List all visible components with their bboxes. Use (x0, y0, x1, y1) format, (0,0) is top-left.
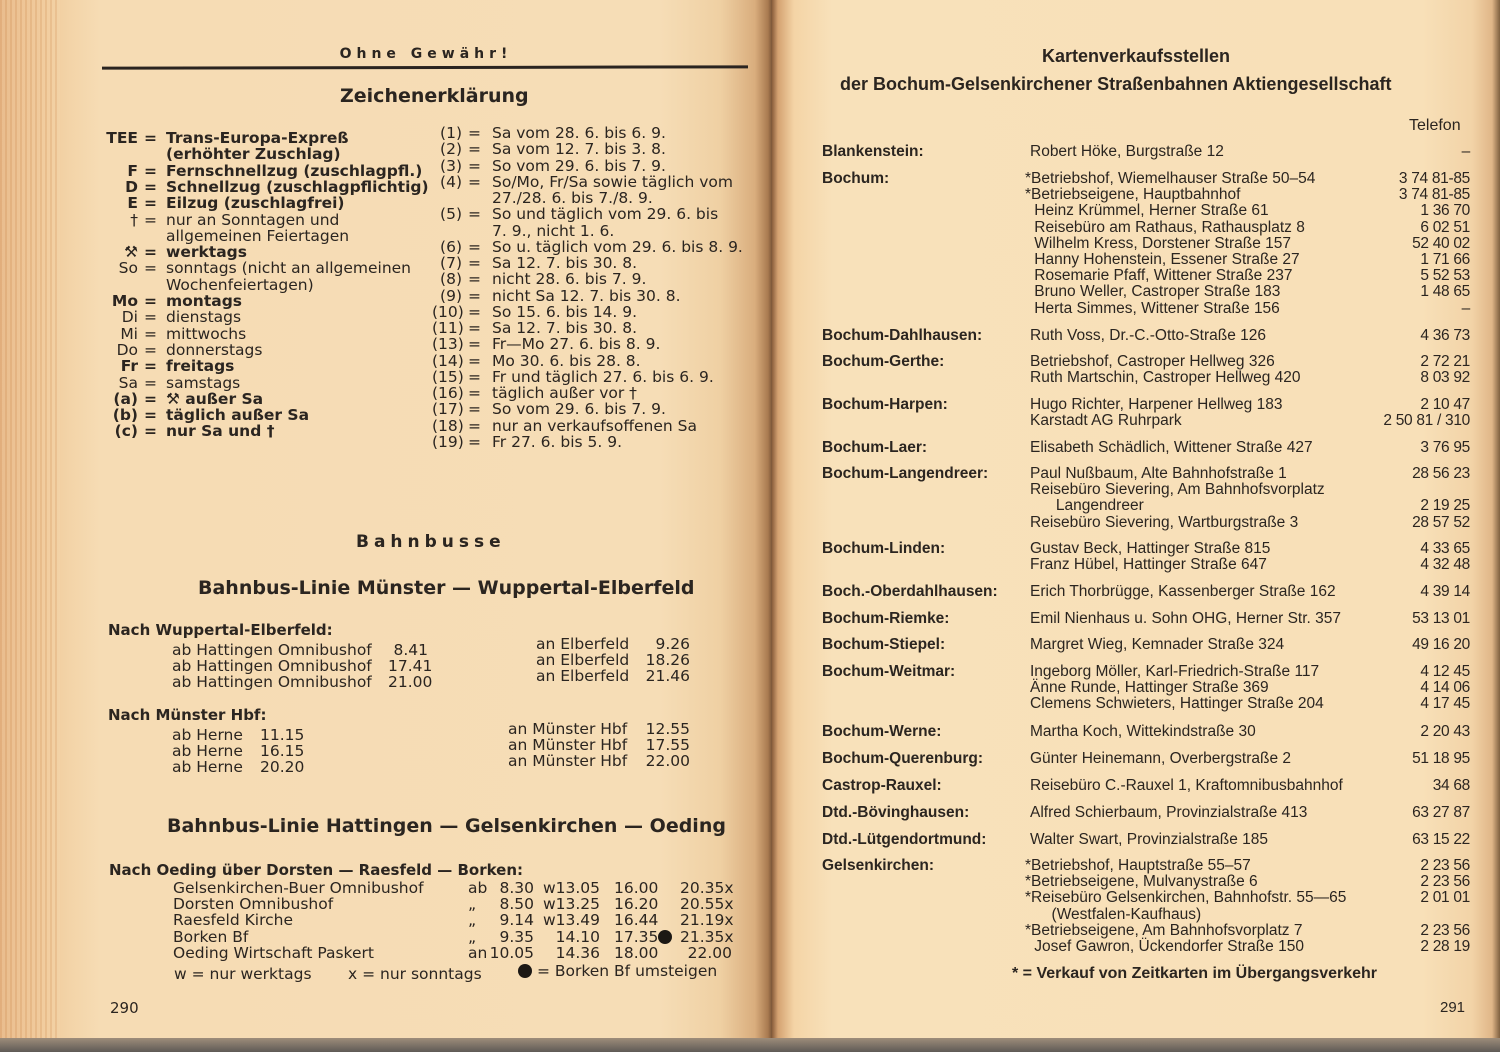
stop-name: Raesfeld Kirche (173, 911, 293, 930)
page-number-left: 290 (110, 999, 139, 1017)
legend-equals: = (144, 292, 157, 310)
departure-time: 16.15 (260, 742, 305, 760)
phone-number: 34 68 (1432, 777, 1470, 794)
phone-number: 1 36 70 (1420, 202, 1470, 220)
sales-point-entry: *Reisebüro Gelsenkirchen, Bahnhofstr. 55—65 (1025, 889, 1347, 907)
time-col-2: w13.05 (542, 879, 600, 897)
departure-stop: ab Hattingen Omnibushof (172, 657, 372, 675)
sales-point-entry: Karstadt AG Ruhrpark (1030, 412, 1182, 430)
page-edges (0, 0, 60, 1040)
departure-stop: ab Herne (172, 758, 243, 776)
time-col-1: 10.05 (489, 943, 534, 962)
place-name: Bochum-Querenburg: (822, 750, 984, 767)
phone-number: 63 15 22 (1412, 831, 1470, 848)
sales-point-entry: (Westfalen-Kaufhaus) (1030, 905, 1202, 923)
sales-point-entry: Reisebüro Sievering, Wartburgstraße 3 (1030, 513, 1299, 531)
line2-heading: Nach Oeding über Dorsten — Raesfeld — Borken: (109, 861, 524, 879)
footnote: * = Verkauf von Zeitkarten im Übergangsverkehr (1012, 965, 1378, 982)
legend-value: So und täglich vom 29. 6. bis (492, 205, 719, 224)
legend-key: Sa (118, 373, 138, 392)
legend-equals: = (468, 286, 481, 305)
legend-key: TEE (106, 129, 138, 147)
legend-equals: = (468, 205, 481, 224)
time-col-4: 20.55x (680, 895, 734, 914)
legend-value: sonntags (nicht an allgemeinen (166, 259, 412, 278)
legend-key: So (118, 259, 138, 278)
place-name: Gelsenkirchen: (822, 857, 934, 874)
legend-key: ⚒ (124, 243, 138, 262)
legend-key: (15) (432, 367, 464, 386)
time-col-1: 9.35 (499, 927, 534, 946)
stop-mark: „ (468, 911, 477, 930)
arrival-stop: an Elberfeld (536, 635, 630, 653)
sales-point-entry: Robert Höke, Burgstraße 12 (1030, 143, 1224, 160)
legend-key: (2) (440, 140, 462, 159)
legend-equals: = (144, 259, 157, 278)
legend-value: täglich außer vor † (492, 384, 637, 402)
legend-value: So u. täglich vom 29. 6. bis 8. 9. (492, 237, 743, 256)
legend-key: (a) (113, 389, 138, 408)
legend-equals: = (144, 210, 157, 229)
place-name: Bochum: (822, 170, 890, 187)
legend-value: nur an Sonntagen und (166, 210, 340, 229)
transfer-dot-icon (518, 964, 532, 978)
departure-time: 11.15 (260, 726, 305, 744)
place-name: Bochum-Dahlhausen: (822, 327, 983, 344)
legend-key: (4) (440, 172, 462, 191)
phone-number: 4 33 65 (1420, 540, 1470, 557)
time-col-3: 16.20 (614, 895, 659, 914)
sales-point-entry: Reisebüro Sievering, Am Bahnhofsvorplatz (1030, 481, 1325, 499)
legend-value: Wochenfeiertagen) (166, 275, 314, 294)
page-header: Ohne Gewähr! (339, 46, 513, 62)
legend-right (432, 125, 762, 455)
schedule-heading: Nach Wuppertal-Elberfeld: (108, 621, 333, 639)
phone-number: 2 23 56 (1420, 873, 1470, 891)
kv-subtitle: der Bochum-Gelsenkirchener Straßenbahnen Aktiengesellschaft (840, 74, 1392, 94)
sales-point-entry: Gustav Beck, Hattinger Straße 815 (1030, 540, 1271, 557)
legend-equals: = (468, 270, 481, 289)
legend-equals: = (144, 340, 157, 359)
legend-key: (11) (432, 319, 464, 337)
arrival-stop: an Münster Hbf (508, 720, 628, 738)
book-shadow (0, 1038, 1500, 1052)
stop-mark: an (468, 943, 488, 962)
departure-time: 8.41 (393, 641, 428, 659)
phone-number: 3 76 95 (1420, 439, 1470, 456)
place-name: Bochum-Harpen: (822, 396, 948, 413)
note-dot-text: = Borken Bf umsteigen (536, 962, 718, 980)
sales-point-entry: Ingeborg Möller, Karl-Friedrich-Straße 117 (1030, 663, 1320, 680)
legend-key: (b) (112, 406, 138, 425)
schedule-heading: Nach Münster Hbf: (108, 706, 267, 724)
legend-key: (19) (432, 432, 464, 451)
note-dot (518, 963, 717, 979)
phone-number: 63 27 87 (1412, 804, 1470, 821)
sales-point-entry: Wilhelm Kress, Dorstener Straße 157 (1030, 234, 1292, 252)
legend-key: (14) (432, 351, 464, 370)
legend-value: dienstags (166, 308, 242, 327)
arrival-time: 22.00 (645, 752, 690, 770)
stop-name: Borken Bf (173, 927, 249, 946)
phone-number: 1 71 66 (1420, 251, 1470, 268)
time-col-3: 16.44 (614, 911, 659, 930)
legend-value: 7. 9., nicht 1. 6. (492, 221, 615, 240)
sales-point-entry: Clemens Schwieters, Hattinger Straße 204 (1030, 695, 1324, 713)
note-w: w = nur werktags (174, 965, 312, 983)
line2-title: Bahnbus-Linie Hattingen — Gelsenkirchen — Oeding (167, 815, 726, 837)
sales-point-entry: Paul Nußbaum, Alte Bahnhofstraße 1 (1030, 465, 1287, 482)
legend-key: Mi (120, 324, 138, 343)
legend-key: (13) (432, 335, 464, 354)
legend-equals: = (468, 432, 481, 451)
sales-point-entry: Hugo Richter, Harpener Hellweg 183 (1030, 396, 1283, 413)
legend-key: E (127, 194, 138, 213)
sales-point-entry: *Betriebseigene, Mulvanystraße 6 (1025, 873, 1258, 891)
legend-key: Fr (120, 357, 138, 376)
time-col-1: 8.30 (499, 879, 534, 897)
legend-equals: = (468, 156, 481, 175)
departure-stop: ab Hattingen Omnibushof (172, 641, 372, 659)
legend-value: ⚒ außer Sa (166, 389, 264, 408)
legend-key: (7) (440, 254, 462, 272)
arrival-stop: an Elberfeld (536, 667, 630, 685)
arrival-stop: an Münster Hbf (508, 736, 628, 754)
legend-key: † (130, 210, 138, 229)
sales-point-entry: Elisabeth Schädlich, Wittener Straße 427 (1030, 439, 1313, 456)
phone-number: 2 23 56 (1420, 921, 1470, 939)
legend-value: Sa vom 28. 6. bis 6. 9. (492, 124, 666, 142)
phone-number: 2 28 19 (1420, 938, 1470, 955)
legend-key: D (125, 177, 138, 196)
departure-stop: ab Herne (172, 742, 243, 760)
phone-number: 4 32 48 (1420, 556, 1470, 574)
place-name: Bochum-Langendreer: (822, 465, 989, 482)
legend-key: (3) (440, 156, 462, 175)
phone-number: 52 40 02 (1412, 234, 1470, 252)
sales-point-entry: Langendreer (1030, 497, 1144, 515)
legend-key: (1) (440, 124, 462, 142)
legend-key: (17) (432, 400, 464, 419)
sales-point-entry: Bruno Weller, Castroper Straße 183 (1030, 283, 1281, 301)
place-name: Bochum-Gerthe: (822, 353, 945, 370)
note-x: x = nur sonntags (348, 965, 482, 983)
sales-point-entry: Margret Wieg, Kemnader Straße 324 (1030, 636, 1285, 653)
legend-value: allgemeinen Feiertagen (166, 226, 350, 245)
legend-value: werktags (166, 243, 247, 262)
phone-number: 2 01 01 (1420, 889, 1470, 907)
legend-value: nicht 28. 6. bis 7. 9. (492, 270, 647, 289)
legend-equals: = (144, 177, 157, 196)
legend-equals: = (468, 302, 481, 321)
phone-number: 3 74 81-85 (1398, 170, 1470, 187)
legend-value: Fr und täglich 27. 6. bis 6. 9. (492, 367, 714, 386)
time-col-4: 21.19x (680, 911, 734, 930)
phone-number: 2 50 81 / 310 (1383, 412, 1470, 430)
legend-key: Do (116, 340, 138, 359)
place-name: Bochum-Weitmar: (822, 663, 956, 680)
arrival-time: 18.26 (645, 651, 690, 669)
legend-key: (8) (440, 270, 462, 289)
transfer-dot-icon (658, 930, 672, 944)
sales-point-entry: *Betriebseigene, Am Bahnhofsvorplatz 7 (1025, 921, 1303, 939)
phone-number: 1 48 65 (1420, 283, 1470, 301)
legend-value: Fr 27. 6. bis 5. 9. (492, 432, 623, 451)
time-col-4: 21.35x (680, 927, 734, 946)
arrival-time: 12.55 (645, 720, 690, 738)
arrival-stop: an Münster Hbf (508, 752, 628, 770)
phone-number: 8 03 92 (1420, 369, 1470, 387)
legend-equals: = (144, 373, 157, 392)
legend-key: (10) (432, 302, 464, 321)
phone-number: 2 19 25 (1420, 497, 1470, 515)
departure-stop: ab Herne (172, 726, 243, 744)
phone-number: 49 16 20 (1412, 636, 1470, 653)
sales-point-entry: Günter Heinemann, Overbergstraße 2 (1030, 750, 1292, 767)
stop-mark: „ (468, 927, 477, 946)
legend-value: nur an verkaufsoffenen Sa (492, 416, 697, 435)
legend-value: Sa vom 12. 7. bis 3. 8. (492, 140, 666, 159)
legend-value: Schnellzug (zuschlagpflichtig) (166, 177, 429, 196)
time-col-1: 8.50 (499, 895, 534, 914)
legend-equals: = (468, 416, 481, 435)
legend-value: So vom 29. 6. bis 7. 9. (492, 156, 666, 175)
phone-number: 4 39 14 (1420, 583, 1470, 600)
legend-equals: = (468, 237, 481, 256)
legend-equals: = (144, 357, 157, 376)
phone-number: 5 52 53 (1420, 267, 1470, 285)
kv-title: Kartenverkaufsstellen (1041, 46, 1231, 66)
legend-key: (18) (432, 416, 464, 435)
legend-equals: = (144, 243, 157, 262)
legend-equals: = (468, 254, 481, 272)
time-col-1: 9.14 (499, 911, 534, 930)
phone-number: 53 13 01 (1412, 610, 1470, 627)
telefon-header: Telefon (1409, 117, 1461, 134)
sales-point-entry: Emil Nienhaus u. Sohn OHG, Herner Str. 357 (1030, 610, 1342, 627)
time-col-4: 20.35x (680, 879, 734, 897)
phone-number: 4 36 73 (1420, 327, 1470, 344)
legend-equals: = (468, 124, 481, 142)
phone-number: 28 56 23 (1412, 465, 1470, 482)
sales-point-entry: Erich Thorbrügge, Kassenberger Straße 162 (1030, 583, 1336, 600)
phone-number: 2 10 47 (1420, 396, 1470, 413)
time-col-3: 16.00 (614, 879, 659, 897)
legend-value: donnerstags (166, 340, 263, 359)
stop-name: Oeding Wirtschaft Paskert (173, 943, 374, 962)
legend-value: Fernschnellzug (zuschlagpfl.) (166, 161, 423, 180)
time-col-2: 14.36 (555, 943, 600, 962)
legend-value: Trans-Europa-Expreß (166, 129, 349, 147)
sales-point-entry: Heinz Krümmel, Herner Straße 61 (1030, 202, 1269, 220)
phone-number: 2 72 21 (1420, 353, 1470, 370)
legend-equals: = (468, 172, 481, 191)
legend-value: samstags (166, 373, 241, 392)
place-name: Dtd.-Bövinghausen: (822, 804, 970, 821)
legend-title: Zeichenerklärung (340, 85, 529, 107)
stop-name: Dorsten Omnibushof (173, 895, 334, 914)
legend-key: F (127, 161, 138, 180)
arrival-time: 9.26 (655, 635, 690, 653)
legend-equals: = (468, 400, 481, 419)
sales-point-entry: Alfred Schierbaum, Provinzialstraße 413 (1030, 804, 1308, 821)
bahnbusse-title: Bahnbusse (356, 532, 506, 552)
legend-value: Eilzug (zuschlagfrei) (166, 194, 345, 213)
legend-equals: = (468, 335, 481, 354)
time-col-3: 18.00 (614, 943, 659, 962)
legend-value: nicht Sa 12. 7. bis 30. 8. (492, 286, 681, 305)
arrival-time: 17.55 (645, 736, 690, 754)
legend-key: Di (121, 308, 138, 327)
legend-key: (5) (440, 205, 462, 224)
line1-title: Bahnbus-Linie Münster — Wuppertal-Elberfeld (198, 577, 695, 599)
legend-value: So/Mo, Fr/Sa sowie täglich vom (492, 172, 733, 191)
place-name: Castrop-Rauxel: (822, 777, 942, 794)
sales-point-entry: Betriebshof, Castroper Hellweg 326 (1030, 353, 1275, 370)
legend-value: So 15. 6. bis 14. 9. (492, 302, 638, 321)
legend-key: (16) (432, 384, 464, 402)
stop-mark: ab (468, 879, 488, 897)
phone-number: 3 74 81-85 (1398, 186, 1470, 204)
place-name: Bochum-Linden: (822, 540, 946, 557)
sales-point-entry: Franz Hübel, Hattinger Straße 647 (1030, 556, 1267, 574)
phone-number: 2 23 56 (1420, 857, 1470, 874)
phone-number: 2 20 43 (1420, 723, 1470, 740)
sales-point-entry: Ruth Martschin, Castroper Hellweg 420 (1030, 369, 1301, 387)
legend-value: 27./28. 6. bis 7./8. 9. (492, 189, 653, 207)
phone-number: 4 12 45 (1420, 663, 1470, 680)
departure-time: 17.41 (388, 657, 433, 675)
legend-equals: = (144, 194, 157, 213)
page-number-right: 291 (1440, 999, 1466, 1016)
phone-number: 51 18 95 (1412, 750, 1470, 767)
place-name: Bochum-Riemke: (822, 610, 950, 627)
departure-stop: ab Hattingen Omnibushof (172, 673, 372, 691)
legend-value: Sa 12. 7. bis 30. 8. (492, 254, 638, 272)
departure-time: 21.00 (388, 673, 433, 691)
legend-value: Sa 12. 7. bis 30. 8. (492, 319, 638, 337)
sales-point-entry: Ruth Voss, Dr.-C.-Otto-Straße 126 (1030, 327, 1267, 344)
legend-value: montags (166, 292, 243, 310)
time-col-2: w13.25 (542, 895, 600, 914)
phone-number: – (1461, 143, 1470, 160)
sales-point-entry: Herta Simmes, Wittener Straße 156 (1030, 299, 1280, 317)
legend-equals: = (468, 140, 481, 159)
place-name: Bochum-Werne: (822, 723, 942, 740)
phone-number: 4 17 45 (1420, 695, 1470, 713)
stop-mark: „ (468, 895, 477, 914)
legend-key: Mo (111, 292, 138, 310)
legend-equals: = (468, 319, 481, 337)
legend-value: täglich außer Sa (166, 406, 310, 425)
legend-left (98, 130, 428, 440)
legend-value: (erhöhter Zuschlag) (166, 145, 341, 164)
legend-equals: = (144, 324, 157, 343)
departure-time: 20.20 (260, 758, 305, 776)
sales-point-entry: Walter Swart, Provinzialstraße 185 (1030, 831, 1269, 848)
legend-equals: = (144, 308, 157, 327)
phone-number: 6 02 51 (1420, 218, 1470, 236)
sales-point-entry: Änne Runde, Hattinger Straße 369 (1030, 679, 1269, 697)
phone-number: 4 14 06 (1420, 679, 1470, 697)
legend-equals: = (468, 351, 481, 370)
sales-point-entry: Rosemarie Pfaff, Wittener Straße 237 (1030, 267, 1293, 285)
legend-value: Mo 30. 6. bis 28. 8. (492, 351, 641, 370)
arrival-stop: an Elberfeld (536, 651, 630, 669)
legend-key: (c) (114, 422, 138, 441)
sales-point-entry: *Betriebshof, Wiemelhauser Straße 50–54 (1025, 170, 1316, 187)
legend-value: nur Sa und † (166, 422, 275, 441)
phone-number: – (1461, 299, 1470, 317)
place-name: Boch.-Oberdahlhausen: (822, 583, 998, 600)
place-name: Bochum-Laer: (822, 439, 928, 456)
legend-equals: = (468, 367, 481, 386)
place-name: Bochum-Stiepel: (822, 636, 946, 653)
time-col-4: 22.00 (687, 943, 732, 962)
time-col-2: 14.10 (555, 927, 600, 946)
arrival-time: 21.46 (645, 667, 690, 685)
legend-value: So vom 29. 6. bis 7. 9. (492, 400, 666, 419)
legend-equals: = (144, 406, 157, 425)
legend-equals: = (144, 161, 157, 180)
legend-value: mittwochs (166, 324, 247, 343)
phone-number: 28 57 52 (1412, 513, 1470, 531)
sales-point-entry: Hanny Hohenstein, Essener Straße 27 (1030, 251, 1300, 268)
legend-key: (9) (440, 286, 462, 305)
legend-equals: = (144, 129, 157, 147)
sales-point-entry: *Betriebshof, Hauptstraße 55–57 (1025, 857, 1251, 874)
place-name: Blankenstein: (822, 143, 924, 160)
legend-equals: = (144, 422, 157, 441)
legend-equals: = (144, 389, 157, 408)
place-name: Dtd.-Lütgendortmund: (822, 831, 987, 848)
legend-equals: = (468, 384, 481, 402)
stop-name: Gelsenkirchen-Buer Omnibushof (173, 879, 424, 897)
legend-key: (6) (440, 237, 462, 256)
sales-point-entry: Martha Koch, Wittekindstraße 30 (1030, 723, 1256, 740)
sales-point-entry: Reisebüro C.-Rauxel 1, Kraftomnibusbahnhof (1030, 777, 1343, 794)
legend-value: Fr—Mo 27. 6. bis 8. 9. (492, 335, 661, 354)
sales-point-entry: Josef Gawron, Ückendorfer Straße 150 (1030, 938, 1304, 955)
time-col-3: 17.35 (614, 927, 659, 946)
sales-point-entry: Reisebüro am Rathaus, Rathausplatz 8 (1030, 218, 1305, 236)
legend-value: freitags (166, 357, 235, 376)
time-col-2: w13.49 (542, 911, 600, 930)
sales-point-entry: *Betriebseigene, Hauptbahnhof (1025, 186, 1241, 204)
